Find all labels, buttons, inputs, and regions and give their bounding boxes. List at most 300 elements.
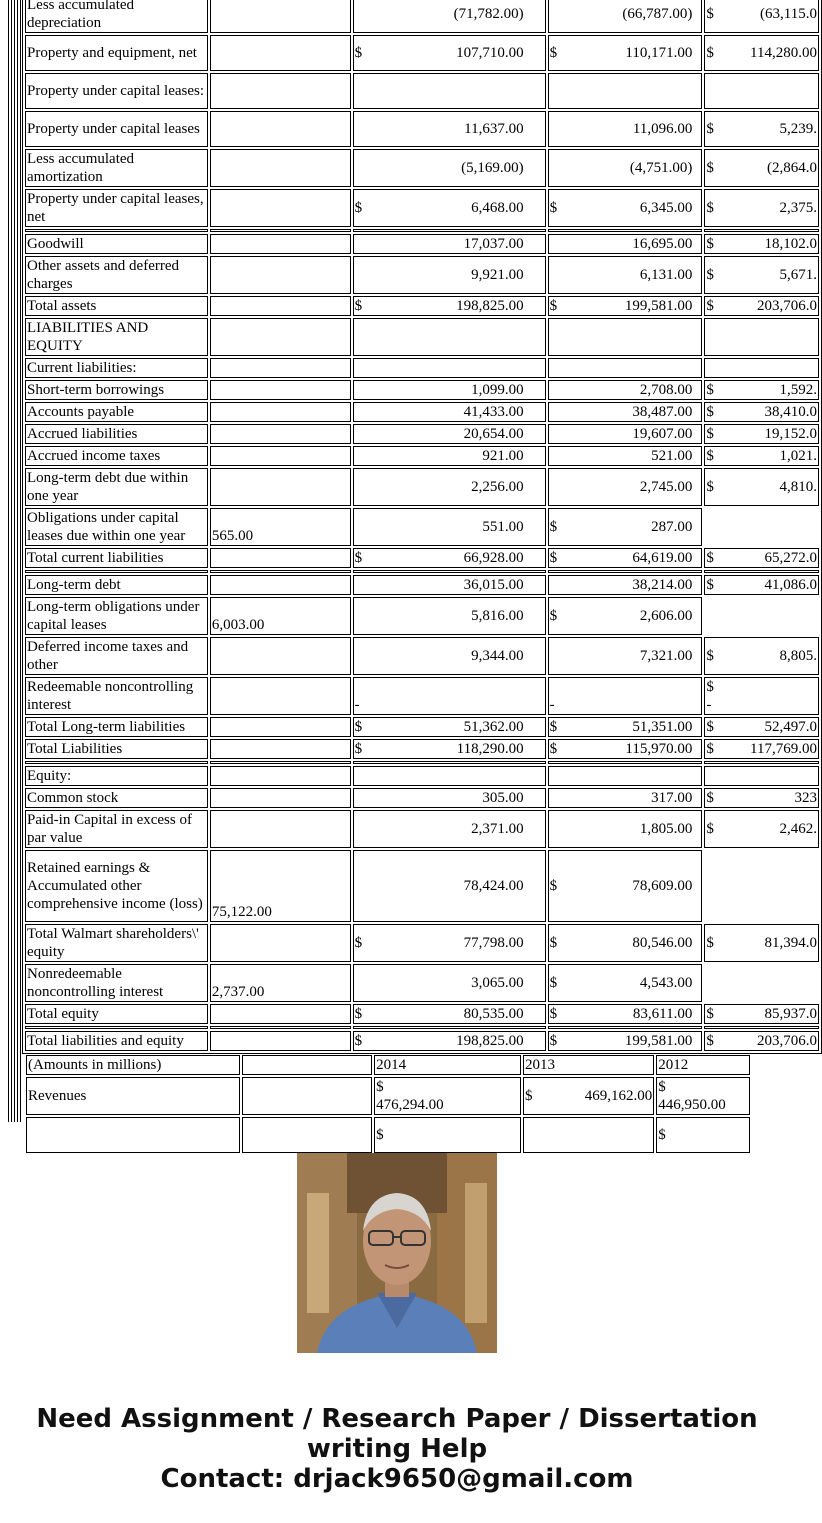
amount-value: 521.00 bbox=[651, 448, 693, 464]
amount-value: 198,825.00 bbox=[456, 1033, 524, 1049]
amount-cell bbox=[242, 1077, 372, 1115]
separator-cell bbox=[704, 1026, 819, 1029]
empty-cell bbox=[704, 850, 819, 922]
amount-value: (4,751.00) bbox=[629, 160, 693, 176]
amount-wrap bbox=[550, 44, 701, 62]
row-separator bbox=[25, 761, 819, 764]
table-row bbox=[25, 256, 819, 294]
amount-cell bbox=[548, 0, 703, 33]
amount-cell bbox=[548, 256, 703, 294]
amount-cell bbox=[548, 597, 703, 635]
aux-cell: 6,003.00 bbox=[210, 597, 351, 635]
amount-wrap bbox=[355, 974, 544, 992]
table-row bbox=[25, 677, 819, 715]
amount-value: 17,037.00 bbox=[463, 236, 524, 252]
currency-symbol: $ bbox=[354, 935, 363, 951]
amount-wrap bbox=[355, 607, 544, 625]
amount-wrap bbox=[355, 740, 544, 758]
amount-value: 16,695.00 bbox=[632, 236, 693, 252]
amount-value: 203,706.0 bbox=[757, 298, 817, 314]
amount-cell bbox=[548, 380, 703, 400]
amount-wrap bbox=[355, 789, 544, 807]
row-separator bbox=[25, 229, 819, 232]
amount-wrap bbox=[550, 235, 701, 253]
amount-wrap bbox=[550, 607, 701, 625]
row-label: Paid-in Capital in excess of par value bbox=[25, 810, 208, 848]
separator-cell bbox=[548, 1026, 703, 1029]
amount-value: 2,375. bbox=[779, 200, 817, 216]
amount-cell bbox=[353, 468, 546, 506]
currency-symbol: $ bbox=[706, 448, 714, 464]
income-row bbox=[26, 1077, 750, 1115]
currency-symbol: $ bbox=[354, 741, 363, 757]
amount-wrap bbox=[355, 647, 544, 665]
table-row bbox=[25, 766, 819, 786]
row-label: Total liabilities and equity bbox=[25, 1031, 208, 1051]
table-row bbox=[25, 73, 819, 109]
amount-wrap bbox=[550, 1005, 701, 1023]
amount-wrap bbox=[355, 120, 544, 138]
amount-cell bbox=[353, 810, 546, 848]
currency-symbol: $ bbox=[706, 648, 714, 664]
amount-wrap bbox=[550, 199, 701, 217]
amount-cell bbox=[548, 468, 703, 506]
amount-value: 4,810. bbox=[779, 479, 817, 495]
amount-cell bbox=[548, 402, 703, 422]
currency-symbol: $ bbox=[706, 790, 714, 806]
amount-value: 203,706.0 bbox=[757, 1033, 817, 1049]
amount-wrap bbox=[706, 403, 817, 421]
amount-cell bbox=[353, 446, 546, 466]
currency-symbol: $ bbox=[524, 1088, 533, 1104]
table-row bbox=[25, 149, 819, 187]
author-avatar bbox=[297, 1153, 497, 1353]
amount-wrap bbox=[550, 877, 701, 895]
row-label: Obligations under capital leases due within one year bbox=[25, 508, 208, 546]
border-line bbox=[8, 0, 9, 1122]
currency-symbol: $ bbox=[549, 935, 558, 951]
table-row bbox=[25, 0, 819, 33]
amount-cell bbox=[548, 637, 703, 675]
row-label: Property under capital leases, net bbox=[25, 189, 208, 227]
amount-cell bbox=[704, 717, 819, 737]
amount-cell bbox=[353, 234, 546, 254]
amount-wrap bbox=[550, 425, 701, 443]
amount-value: 6,468.00 bbox=[471, 200, 524, 216]
amount-wrap bbox=[550, 381, 701, 399]
aux-cell bbox=[210, 424, 351, 444]
amount-cell bbox=[353, 924, 546, 962]
currency-symbol: $ bbox=[549, 741, 558, 757]
currency-symbol: $ bbox=[706, 426, 714, 442]
currency-symbol: $ bbox=[706, 741, 714, 757]
separator-cell bbox=[353, 570, 546, 573]
separator-cell bbox=[704, 761, 819, 764]
currency-symbol: $ bbox=[706, 719, 714, 735]
amount-value: 2,606.00 bbox=[639, 608, 693, 624]
amount-value: 6,345.00 bbox=[639, 200, 693, 216]
table-row bbox=[25, 717, 819, 737]
amount-wrap bbox=[355, 718, 544, 736]
amount-wrap bbox=[355, 381, 544, 399]
amount-cell bbox=[548, 446, 703, 466]
amount-wrap bbox=[706, 1005, 817, 1023]
row-separator bbox=[25, 1026, 819, 1029]
amount-cell bbox=[548, 296, 703, 316]
separator-cell bbox=[704, 229, 819, 232]
aux-cell bbox=[210, 318, 351, 356]
row-label: Nonredeemable noncontrolling interest bbox=[25, 964, 208, 1002]
row-label: Common stock bbox=[25, 788, 208, 808]
table-row bbox=[25, 380, 819, 400]
amount-wrap bbox=[355, 518, 544, 536]
currency-symbol: $ bbox=[549, 878, 558, 894]
row-label: Goodwill bbox=[25, 234, 208, 254]
amount-value: 2,708.00 bbox=[639, 382, 693, 398]
table-row bbox=[25, 189, 819, 227]
amount-cell bbox=[704, 468, 819, 506]
amount-wrap bbox=[355, 5, 544, 23]
aux-cell bbox=[210, 810, 351, 848]
border-line bbox=[17, 0, 18, 1122]
amount-wrap bbox=[550, 478, 701, 496]
amount-wrap bbox=[355, 159, 544, 177]
table-row bbox=[25, 597, 819, 635]
amount-cell bbox=[353, 739, 546, 759]
amount-cell bbox=[704, 446, 819, 466]
currency-symbol: $ bbox=[706, 550, 714, 566]
amount-cell bbox=[353, 358, 546, 378]
aux-cell bbox=[210, 637, 351, 675]
amount-value: 287.00 bbox=[651, 519, 693, 535]
amount-wrap bbox=[706, 718, 817, 736]
aux-cell bbox=[210, 256, 351, 294]
amount-wrap bbox=[355, 934, 544, 952]
aux-cell: 2,737.00 bbox=[210, 964, 351, 1002]
amount-wrap bbox=[355, 820, 544, 838]
table-row bbox=[25, 850, 819, 922]
amount-value: 199,581.00 bbox=[624, 298, 693, 314]
amount-value: 2,256.00 bbox=[471, 479, 524, 495]
aux-cell bbox=[210, 924, 351, 962]
currency-symbol: $ bbox=[706, 382, 714, 398]
amount-wrap bbox=[550, 403, 701, 421]
amount-cell bbox=[548, 850, 703, 922]
amount-value: (66,787.00) bbox=[622, 6, 693, 22]
row-label: Accounts payable bbox=[25, 402, 208, 422]
aux-cell bbox=[210, 149, 351, 187]
row-label: Equity: bbox=[25, 766, 208, 786]
table-row bbox=[25, 575, 819, 595]
amount-value: 36,015.00 bbox=[463, 577, 524, 593]
border-line bbox=[14, 0, 15, 1122]
table-row bbox=[25, 548, 819, 568]
amount-value: 1,805.00 bbox=[639, 821, 693, 837]
table-row bbox=[25, 810, 819, 848]
amount-value: 305.00 bbox=[482, 790, 524, 806]
table-row bbox=[25, 35, 819, 71]
amount-value: 5,671. bbox=[779, 267, 817, 283]
currency-symbol: $ bbox=[706, 45, 714, 61]
amount-cell bbox=[548, 739, 703, 759]
income-row bbox=[26, 1117, 750, 1153]
amount-cell bbox=[523, 1077, 654, 1115]
separator-cell bbox=[25, 570, 208, 573]
amount-cell bbox=[704, 189, 819, 227]
amount-cell bbox=[548, 111, 703, 147]
row-label: Total Liabilities bbox=[25, 739, 208, 759]
currency-symbol: $ bbox=[706, 479, 714, 495]
amount-cell bbox=[548, 149, 703, 187]
currency-symbol: $ bbox=[549, 1033, 558, 1049]
row-label: Short-term borrowings bbox=[25, 380, 208, 400]
row-label: Property and equipment, net bbox=[25, 35, 208, 71]
row-label: Other assets and deferred charges bbox=[25, 256, 208, 294]
aux-cell bbox=[210, 788, 351, 808]
amount-cell bbox=[353, 149, 546, 187]
row-label: Total Walmart shareholders\' equity bbox=[25, 924, 208, 962]
amount-wrap bbox=[706, 5, 817, 23]
row-label: Long-term obligations under capital leases bbox=[25, 597, 208, 635]
amount-value: 118,290.00 bbox=[456, 741, 524, 757]
aux-cell bbox=[210, 402, 351, 422]
amount-value: 38,487.00 bbox=[632, 404, 693, 420]
amount-cell bbox=[704, 234, 819, 254]
amount-cell bbox=[242, 1117, 372, 1153]
amount-cell bbox=[353, 1031, 546, 1051]
amount-value: 1,021. bbox=[779, 448, 817, 464]
currency-symbol: $ bbox=[706, 200, 714, 216]
amount-cell bbox=[353, 380, 546, 400]
amount-wrap bbox=[706, 447, 817, 465]
header-cell bbox=[242, 1055, 372, 1075]
amount-wrap bbox=[355, 576, 544, 594]
amount-cell bbox=[704, 149, 819, 187]
amount-cell bbox=[704, 402, 819, 422]
currency-symbol: $ bbox=[549, 719, 558, 735]
amount-value: 317.00 bbox=[651, 790, 693, 806]
amount-value: 199,581.00 bbox=[624, 1033, 693, 1049]
amount-cell bbox=[548, 924, 703, 962]
amount-wrap bbox=[706, 1032, 817, 1050]
row-label: Property under capital leases: bbox=[25, 73, 208, 109]
separator-cell bbox=[353, 1026, 546, 1029]
amount-cell bbox=[704, 788, 819, 808]
amount-wrap bbox=[706, 44, 817, 62]
table-row bbox=[25, 964, 819, 1002]
row-label: Redeemable noncontrolling interest bbox=[25, 677, 208, 715]
amount-value: 117,769.00 bbox=[750, 741, 817, 757]
aux-cell bbox=[210, 468, 351, 506]
amount-cell bbox=[704, 637, 819, 675]
currency-symbol: $ bbox=[549, 608, 558, 624]
amount-value: 7,321.00 bbox=[639, 648, 693, 664]
aux-cell bbox=[210, 575, 351, 595]
aux-cell bbox=[210, 189, 351, 227]
amount-value: 9,921.00 bbox=[471, 267, 524, 283]
amount-value: (71,782.00) bbox=[453, 6, 524, 22]
amount-cell bbox=[548, 318, 703, 356]
currency-symbol: $ bbox=[706, 1006, 714, 1022]
currency-symbol: $ bbox=[706, 821, 714, 837]
aux-cell bbox=[210, 35, 351, 71]
amount-value: 51,351.00 bbox=[632, 719, 693, 735]
promo-line-1: Need Assignment / Research Paper / Dissertation bbox=[36, 1404, 758, 1434]
aux-cell bbox=[210, 677, 351, 715]
amount-value: 78,424.00 bbox=[463, 878, 524, 894]
row-separator bbox=[25, 570, 819, 573]
aux-cell bbox=[210, 766, 351, 786]
amount-value: 38,214.00 bbox=[632, 577, 693, 593]
currency-symbol: $ bbox=[354, 550, 363, 566]
border-line bbox=[20, 0, 21, 1122]
amount-wrap bbox=[706, 549, 817, 567]
amount-wrap bbox=[355, 235, 544, 253]
row-label: Accrued income taxes bbox=[25, 446, 208, 466]
separator-cell bbox=[353, 761, 546, 764]
amount-cell bbox=[353, 677, 546, 715]
row-label: Property under capital leases bbox=[25, 111, 208, 147]
row-label: Less accumulated amortization bbox=[25, 149, 208, 187]
amount-wrap bbox=[706, 576, 817, 594]
amount-cell bbox=[704, 0, 819, 33]
amount-cell bbox=[704, 111, 819, 147]
amount-wrap bbox=[355, 403, 544, 421]
amount-value: 2,745.00 bbox=[639, 479, 693, 495]
aux-cell bbox=[210, 380, 351, 400]
amount-wrap bbox=[550, 266, 701, 284]
amount-cell bbox=[353, 35, 546, 71]
table-row bbox=[25, 402, 819, 422]
aux-cell bbox=[210, 446, 351, 466]
amount-cell bbox=[548, 677, 703, 715]
amount-cell bbox=[353, 189, 546, 227]
amount-value: 77,798.00 bbox=[463, 935, 524, 951]
header-cell: 2013 bbox=[523, 1055, 654, 1075]
amount-cell bbox=[704, 35, 819, 71]
amount-wrap bbox=[706, 740, 817, 758]
amount-cell bbox=[704, 924, 819, 962]
currency-symbol: $ bbox=[354, 45, 363, 61]
amount-cell bbox=[548, 508, 703, 546]
amount-wrap bbox=[706, 266, 817, 284]
amount-wrap bbox=[550, 576, 701, 594]
amount-value: 3,065.00 bbox=[471, 975, 524, 991]
row-label: Revenues bbox=[26, 1077, 240, 1115]
aux-cell bbox=[210, 234, 351, 254]
currency-symbol: $ bbox=[549, 975, 558, 991]
amount-wrap bbox=[355, 447, 544, 465]
aux-cell bbox=[210, 548, 351, 568]
row-label: Total Long-term liabilities bbox=[25, 717, 208, 737]
amount-value: 80,535.00 bbox=[463, 1006, 524, 1022]
amount-cell bbox=[548, 810, 703, 848]
amount-cell bbox=[704, 548, 819, 568]
amount-cell bbox=[353, 1004, 546, 1024]
amount-cell bbox=[704, 73, 819, 109]
amount-wrap bbox=[355, 549, 544, 567]
table-row bbox=[25, 739, 819, 759]
currency-symbol: $ bbox=[354, 1006, 363, 1022]
amount-value: 52,497.0 bbox=[764, 719, 817, 735]
income-statement-table bbox=[24, 1053, 752, 1155]
separator-cell bbox=[210, 570, 351, 573]
amount-wrap bbox=[550, 789, 701, 807]
aux-cell bbox=[210, 296, 351, 316]
currency-symbol: $ bbox=[706, 121, 714, 137]
balance-sheet-table bbox=[22, 0, 822, 1054]
amount-cell bbox=[548, 358, 703, 378]
amount-wrap bbox=[550, 447, 701, 465]
amount-cell bbox=[704, 424, 819, 444]
amount-cell bbox=[704, 358, 819, 378]
amount-cell bbox=[704, 677, 819, 715]
currency-symbol: $ bbox=[354, 1033, 363, 1049]
separator-cell bbox=[548, 570, 703, 573]
amount-value: 83,611.00 bbox=[632, 1006, 693, 1022]
header-cell: 2012 bbox=[656, 1055, 750, 1075]
amount-cell: $ 446,950.00 bbox=[656, 1077, 750, 1115]
table-row bbox=[25, 637, 819, 675]
amount-cell bbox=[353, 548, 546, 568]
currency-symbol: $ bbox=[706, 404, 714, 420]
amount-cell bbox=[548, 964, 703, 1002]
amount-wrap bbox=[706, 199, 817, 217]
row-label: Accrued liabilities bbox=[25, 424, 208, 444]
amount-cell bbox=[548, 424, 703, 444]
amount-value: 65,272.0 bbox=[764, 550, 817, 566]
aux-cell bbox=[210, 1031, 351, 1051]
amount-wrap bbox=[355, 266, 544, 284]
row-label: Current liabilities: bbox=[25, 358, 208, 378]
amount-cell bbox=[704, 810, 819, 848]
amount-cell bbox=[353, 766, 546, 786]
row-label: Total assets bbox=[25, 296, 208, 316]
amount-value: 51,362.00 bbox=[463, 719, 524, 735]
amount-value: 4,543.00 bbox=[639, 975, 693, 991]
empty-cell bbox=[704, 508, 819, 546]
row-label: Long-term debt due within one year bbox=[25, 468, 208, 506]
amount-wrap bbox=[550, 718, 701, 736]
amount-value: 8,805. bbox=[779, 648, 817, 664]
border-line bbox=[11, 0, 12, 1122]
amount-cell bbox=[704, 575, 819, 595]
currency-symbol: $ bbox=[549, 200, 558, 216]
amount-value: 921.00 bbox=[482, 448, 524, 464]
amount-cell bbox=[353, 73, 546, 109]
currency-symbol: - bbox=[549, 697, 555, 713]
amount-cell bbox=[353, 424, 546, 444]
amount-value: 2,462. bbox=[779, 821, 817, 837]
amount-cell bbox=[353, 850, 546, 922]
amount-cell bbox=[704, 380, 819, 400]
separator-cell bbox=[210, 761, 351, 764]
aux-cell: 565.00 bbox=[210, 508, 351, 546]
amount-cell bbox=[353, 402, 546, 422]
amount-wrap bbox=[706, 647, 817, 665]
amount-wrap bbox=[550, 820, 701, 838]
aux-cell bbox=[210, 358, 351, 378]
amount-wrap bbox=[550, 549, 701, 567]
table-row bbox=[25, 318, 819, 356]
table-row bbox=[25, 924, 819, 962]
amount-cell bbox=[704, 296, 819, 316]
amount-cell bbox=[548, 189, 703, 227]
separator-cell bbox=[25, 229, 208, 232]
amount-wrap bbox=[525, 1087, 652, 1105]
currency-symbol: $ bbox=[354, 200, 363, 216]
portrait-image bbox=[297, 1153, 497, 1353]
